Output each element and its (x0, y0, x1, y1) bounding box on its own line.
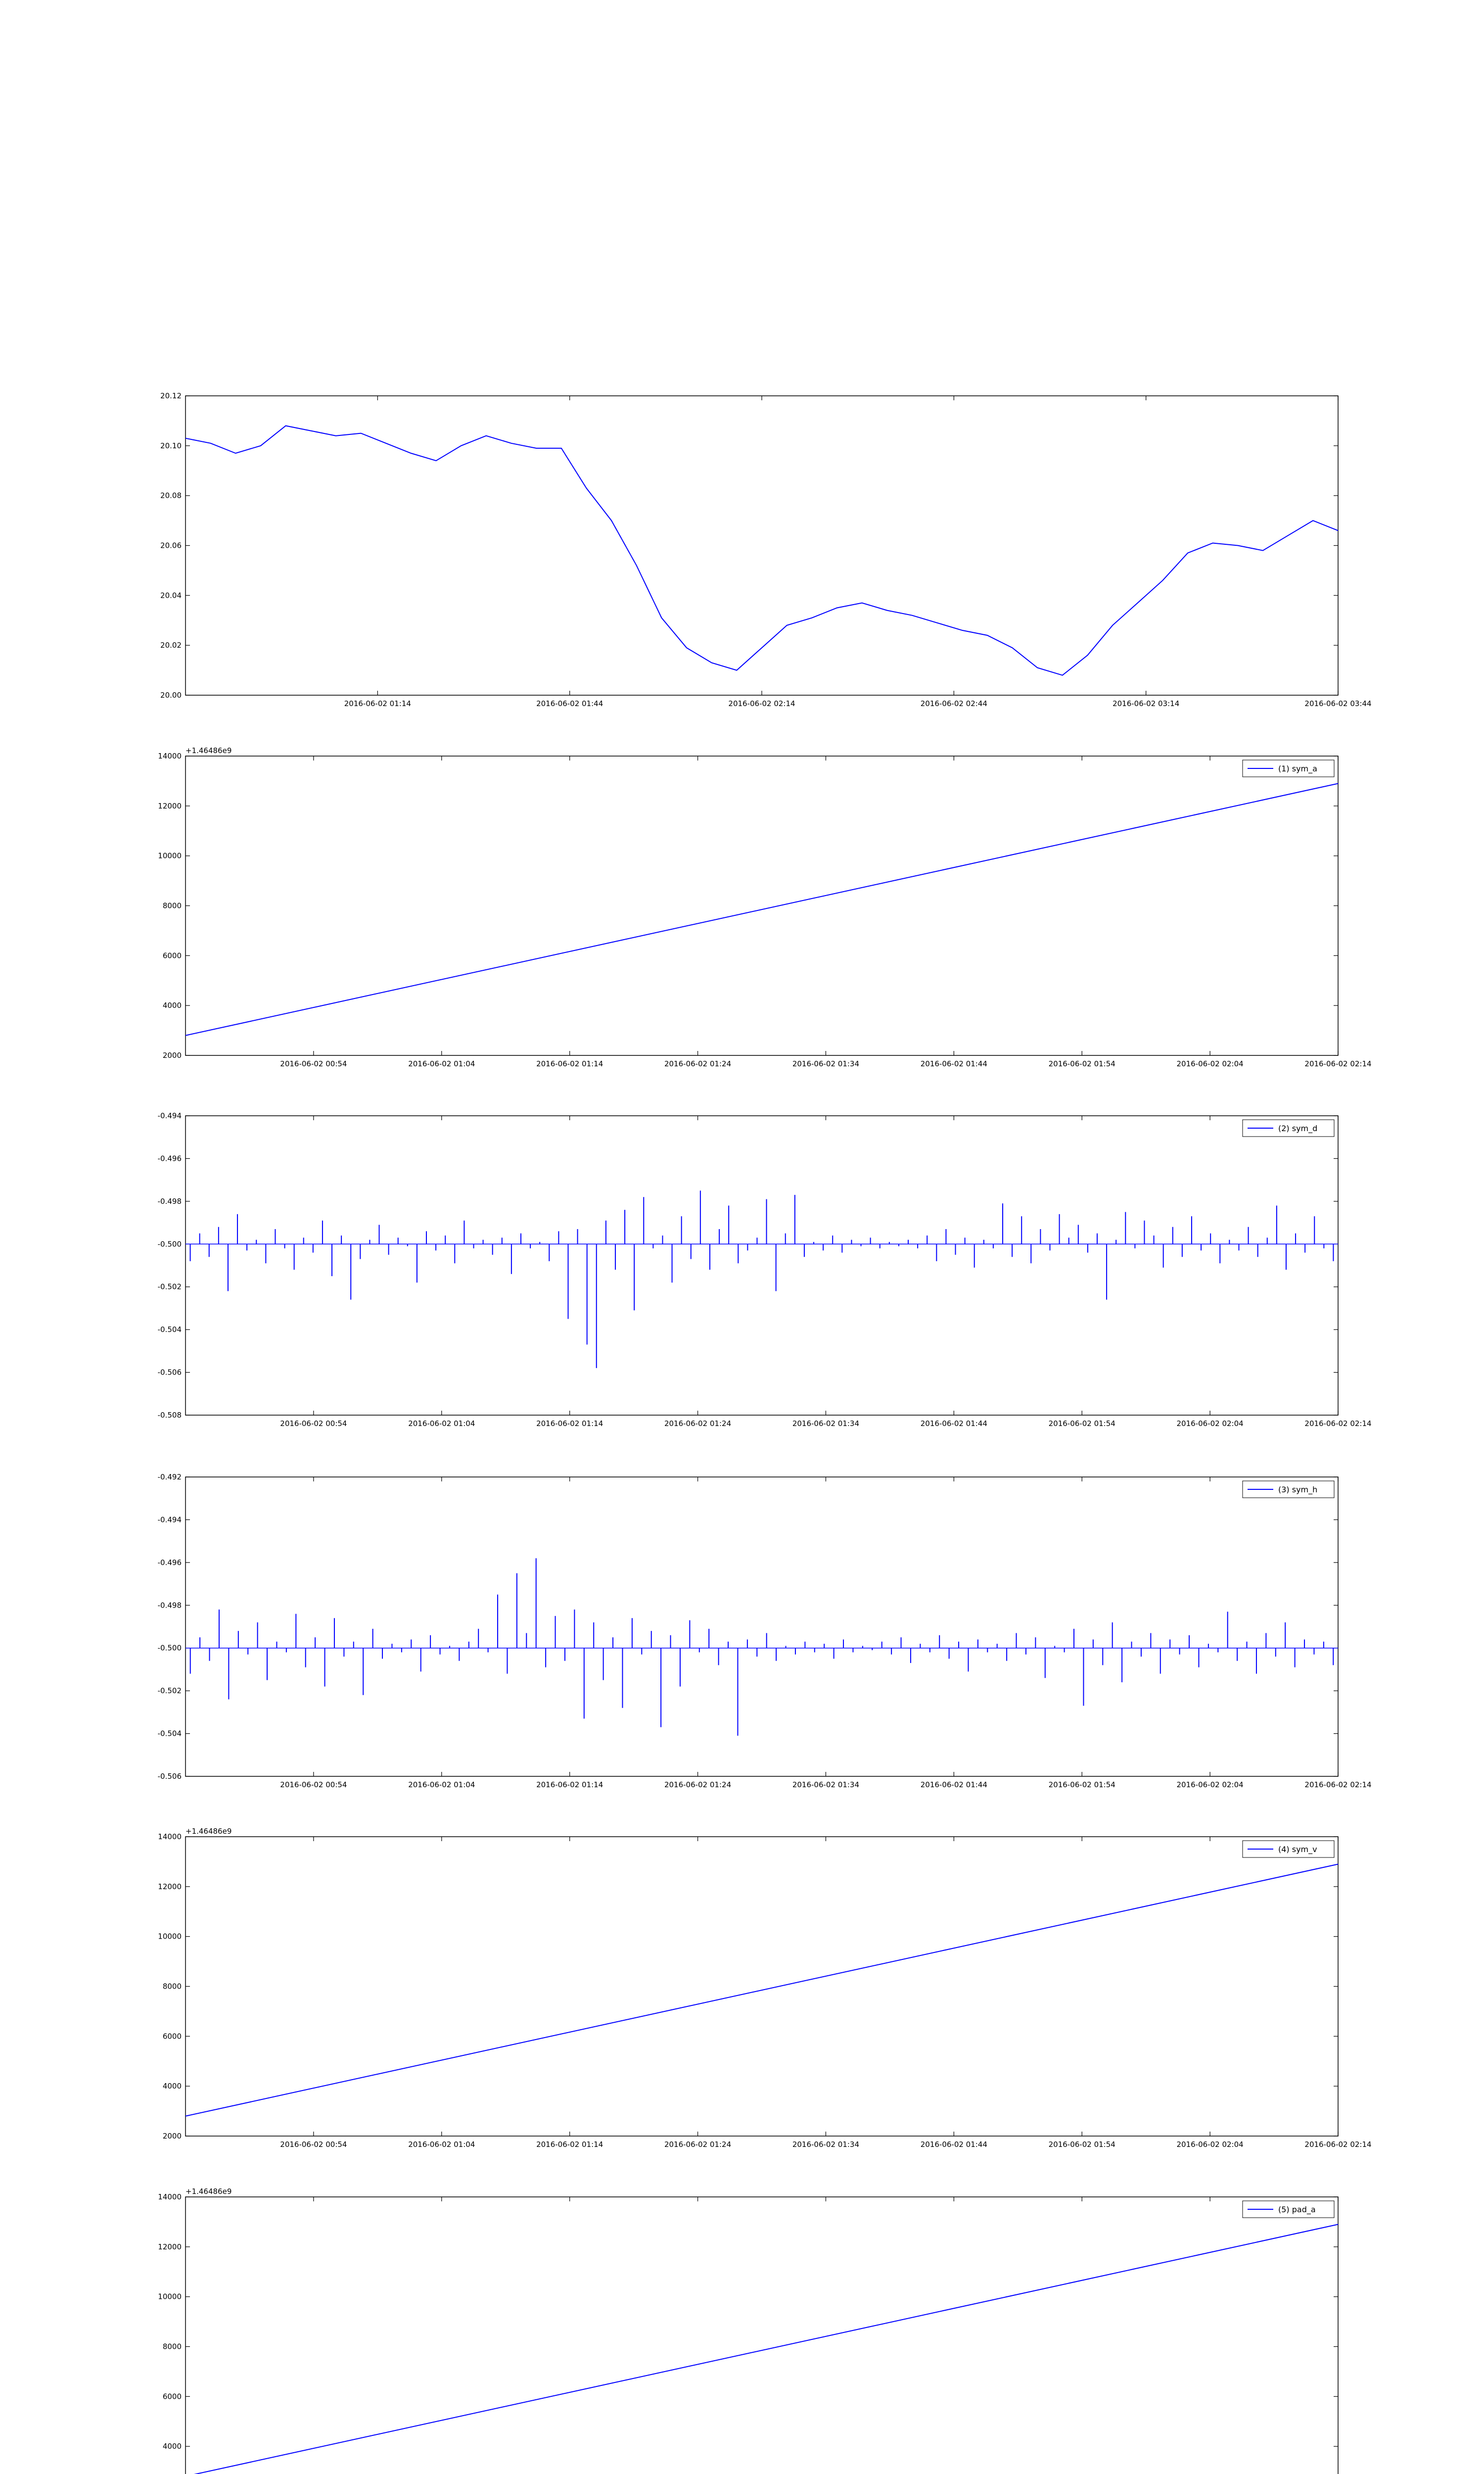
x-tick-label: 2016-06-02 02:04 (1176, 2140, 1244, 2149)
x-tick-label: 2016-06-02 01:24 (664, 1059, 732, 1068)
y-tick-label: -0.498 (157, 1601, 182, 1610)
legend-label: (3) sym_h (1278, 1485, 1318, 1494)
axis-offset-label: +1.46486e9 (186, 2187, 232, 2196)
x-tick-label: 2016-06-02 00:54 (280, 1419, 347, 1428)
x-tick-label: 2016-06-02 01:34 (792, 1059, 860, 1068)
y-tick-label: -0.496 (157, 1154, 182, 1163)
y-tick-label: -0.502 (157, 1686, 182, 1696)
x-tick-label: 2016-06-02 01:04 (408, 1059, 475, 1068)
legend-label: (2) sym_d (1278, 1124, 1318, 1133)
legend-label: (1) sym_a (1278, 764, 1317, 773)
x-tick-label: 2016-06-02 00:54 (280, 1780, 347, 1789)
x-tick-label: 2016-06-02 01:14 (344, 699, 411, 708)
x-tick-label: 2016-06-02 01:14 (536, 2140, 603, 2149)
y-tick-label: 8000 (162, 901, 182, 910)
x-tick-label: 2016-06-02 01:24 (664, 2140, 732, 2149)
x-tick-label: 2016-06-02 01:04 (408, 1780, 475, 1789)
x-tick-label: 2016-06-02 01:34 (792, 2140, 860, 2149)
x-tick-label: 2016-06-02 01:54 (1048, 1780, 1115, 1789)
y-tick-label: 14000 (158, 2192, 182, 2201)
y-tick-label: -0.500 (157, 1643, 182, 1653)
x-tick-label: 2016-06-02 01:44 (920, 1419, 987, 1428)
y-tick-label: -0.492 (157, 1473, 182, 1481)
x-tick-label: 2016-06-02 02:14 (1304, 2140, 1372, 2149)
y-tick-label: -0.508 (157, 1411, 182, 1420)
y-tick-label: -0.504 (157, 1325, 182, 1334)
y-tick-label: 12000 (158, 2242, 182, 2251)
y-tick-label: 6000 (162, 2392, 182, 2401)
legend (1243, 760, 1334, 777)
y-tick-label: 10000 (158, 2292, 182, 2301)
x-tick-label: 2016-06-02 01:54 (1048, 2140, 1115, 2149)
y-tick-label: -0.498 (157, 1196, 182, 1206)
y-tick-label: -0.494 (157, 1515, 182, 1524)
y-tick-label: 20.08 (160, 491, 182, 500)
legend (1243, 2201, 1334, 2218)
x-tick-label: 2016-06-02 03:14 (1113, 699, 1180, 708)
y-tick-label: 14000 (158, 752, 182, 761)
x-tick-label: 2016-06-02 02:04 (1176, 1419, 1244, 1428)
x-tick-label: 2016-06-02 01:44 (920, 1059, 987, 1068)
x-tick-label: 2016-06-02 02:44 (920, 699, 987, 708)
y-tick-label: -0.506 (157, 1772, 182, 1781)
y-tick-label: 12000 (158, 1882, 182, 1891)
y-tick-label: -0.494 (157, 1111, 182, 1120)
x-tick-label: 2016-06-02 01:44 (920, 2140, 987, 2149)
y-tick-label: 20.10 (160, 441, 182, 450)
y-tick-label: 6000 (162, 2032, 182, 2041)
y-tick-label: 20.06 (160, 541, 182, 550)
x-tick-label: 2016-06-02 01:44 (920, 1780, 987, 1789)
legend (1243, 1481, 1334, 1498)
x-tick-label: 2016-06-02 02:14 (1304, 1419, 1372, 1428)
y-tick-label: 2000 (162, 1051, 182, 1060)
x-tick-label: 2016-06-02 01:04 (408, 2140, 475, 2149)
y-tick-label: 14000 (158, 1832, 182, 1841)
y-tick-label: -0.500 (157, 1239, 182, 1249)
x-tick-label: 2016-06-02 02:14 (728, 699, 795, 708)
x-tick-label: 2016-06-02 01:54 (1048, 1419, 1115, 1428)
y-tick-label: 2000 (162, 2132, 182, 2141)
y-tick-label: 20.04 (160, 591, 182, 600)
x-tick-label: 2016-06-02 02:14 (1304, 1780, 1372, 1789)
x-tick-label: 2016-06-02 02:04 (1176, 1059, 1244, 1068)
y-tick-label: 4000 (162, 2082, 182, 2091)
x-tick-label: 2016-06-02 01:54 (1048, 1059, 1115, 1068)
x-tick-label: 2016-06-02 00:54 (280, 1059, 347, 1068)
x-tick-label: 2016-06-02 01:04 (408, 1419, 475, 1428)
x-tick-label: 2016-06-02 02:04 (1176, 1780, 1244, 1789)
y-tick-label: 20.12 (160, 391, 182, 400)
y-tick-label: 20.02 (160, 641, 182, 650)
x-tick-label: 2016-06-02 00:54 (280, 2140, 347, 2149)
legend-label: (4) sym_v (1278, 1845, 1317, 1854)
y-tick-label: -0.496 (157, 1558, 182, 1567)
y-tick-label: -0.504 (157, 1729, 182, 1738)
x-tick-label: 2016-06-02 01:14 (536, 1059, 603, 1068)
y-tick-label: 8000 (162, 1982, 182, 1991)
legend (1243, 1120, 1334, 1137)
x-tick-label: 2016-06-02 01:14 (536, 1419, 603, 1428)
y-tick-label: 12000 (158, 801, 182, 810)
y-tick-label: 10000 (158, 851, 182, 860)
legend-label: (5) pad_a (1278, 2205, 1316, 2214)
x-tick-label: 2016-06-02 01:14 (536, 1780, 603, 1789)
x-tick-label: 2016-06-02 01:34 (792, 1419, 860, 1428)
y-tick-label: 4000 (162, 2442, 182, 2451)
y-tick-label: -0.506 (157, 1368, 182, 1377)
y-tick-label: 6000 (162, 951, 182, 960)
x-tick-label: 2016-06-02 03:44 (1304, 699, 1372, 708)
x-tick-label: 2016-06-02 02:14 (1304, 1059, 1372, 1068)
x-tick-label: 2016-06-02 01:44 (536, 699, 603, 708)
y-tick-label: 4000 (162, 1001, 182, 1010)
y-tick-label: 8000 (162, 2342, 182, 2351)
y-tick-label: 20.00 (160, 691, 182, 700)
x-tick-label: 2016-06-02 01:24 (664, 1780, 732, 1789)
y-tick-label: -0.502 (157, 1282, 182, 1291)
y-tick-label: 10000 (158, 1932, 182, 1941)
axis-offset-label: +1.46486e9 (186, 1827, 232, 1836)
x-tick-label: 2016-06-02 01:24 (664, 1419, 732, 1428)
legend (1243, 1841, 1334, 1857)
x-tick-label: 2016-06-02 01:34 (792, 1780, 860, 1789)
axis-offset-label: +1.46486e9 (186, 746, 232, 755)
